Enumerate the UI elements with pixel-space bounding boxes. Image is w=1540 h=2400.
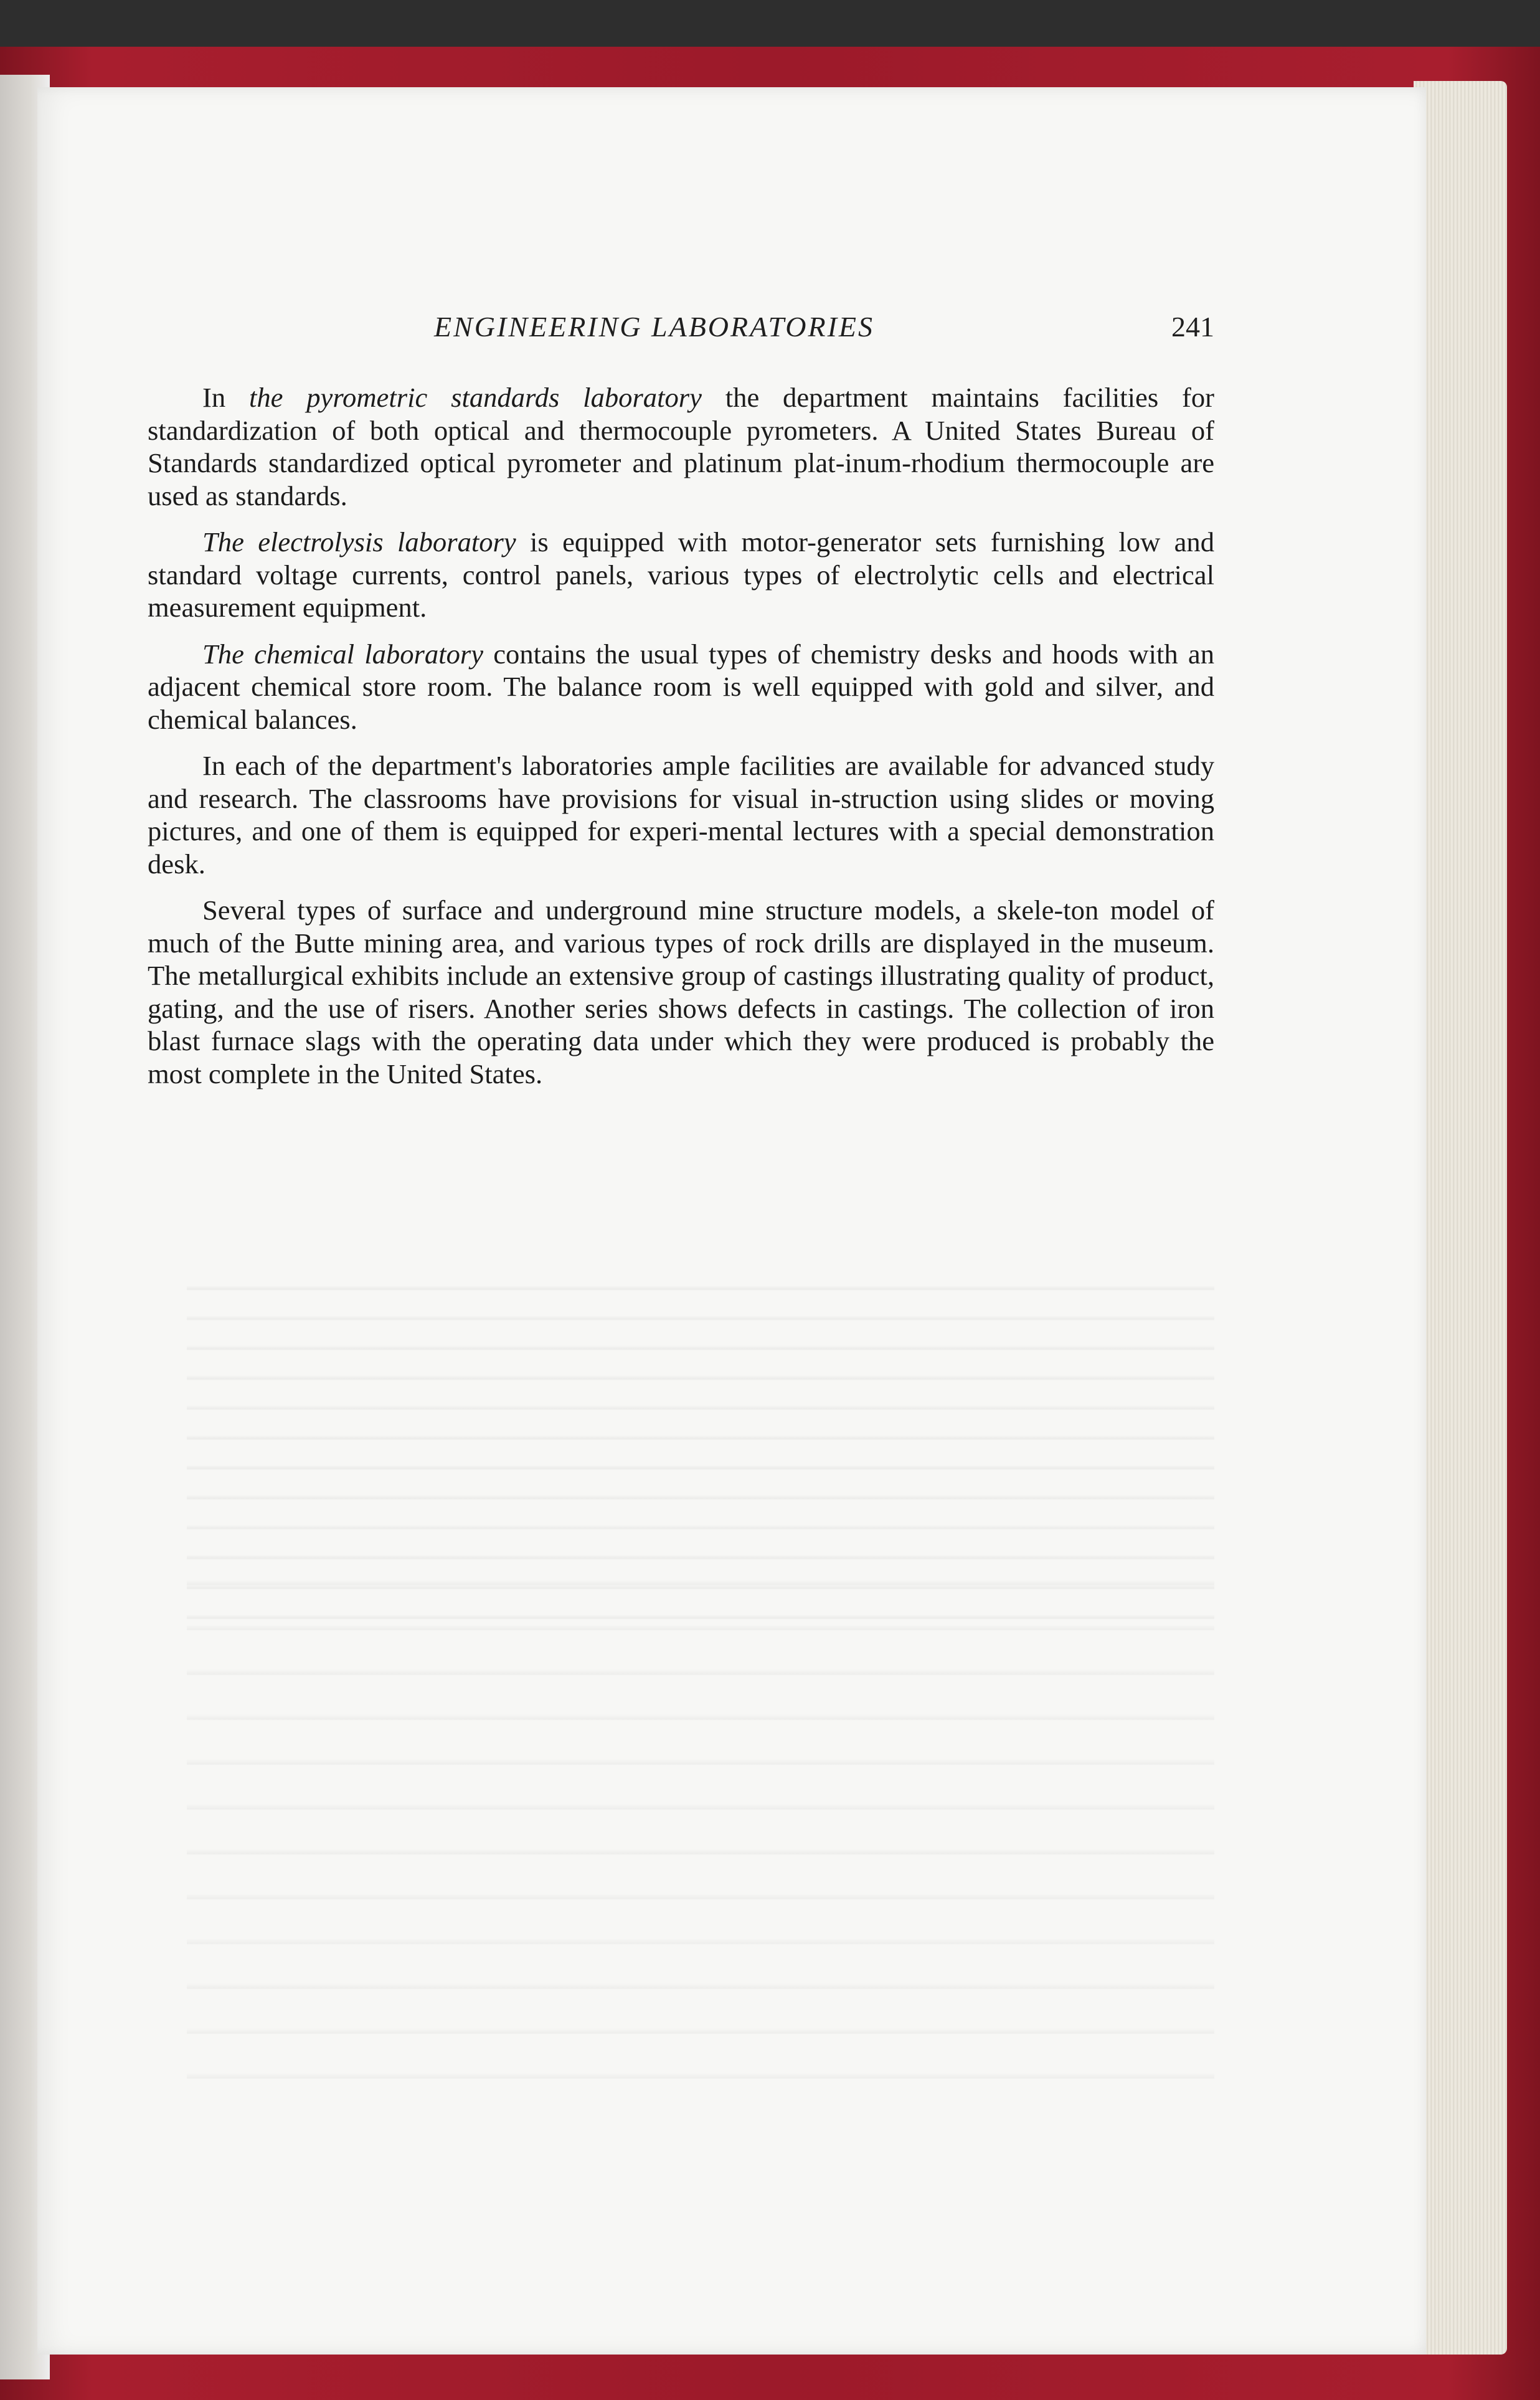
lab-name-italic: The electrolysis laboratory [202, 526, 516, 557]
running-title: ENGINEERING LABORATORIES [434, 311, 874, 343]
paragraph-facilities [148, 749, 1214, 880]
page-number: 241 [1171, 311, 1214, 343]
paragraph-lead: In [202, 382, 249, 413]
scan-backdrop [0, 0, 1540, 50]
paragraph-text: In each of the department's laboratories ample facilities are available for advanced study and research. The classrooms have provisions for visual in-struction using slides or moving pictures, and one of them is equipped for experi-mental lectures with a special demonstration desk. [148, 750, 1214, 880]
paragraph-text: Several types of surface and underground mine structure models, a skele-ton model of much of the Butte mining area, and various types of rock drills are displayed in the museum. The metallurgical exhibits include an extensive group of castings illustrating quality of product, gating, and the use of risers. Another series shows defects in castings. The collection of iron blast furnace slags with the operating data under which they were produced is probably the most complete in the United States. [148, 894, 1214, 1089]
paragraph-electrolysis [148, 526, 1214, 624]
body-text [148, 381, 1214, 1104]
page-edges [1414, 81, 1507, 2355]
paragraph-museum [148, 894, 1214, 1090]
paragraph-text: contains the usual types of chemistry desks and hoods with an adjacent chemical store room. The balance room is well equipped with gold and silver, and chemical balances. [148, 638, 1214, 735]
lab-name-italic: the pyrometric standards laboratory [248, 382, 702, 413]
lab-name-italic: The chemical laboratory [202, 638, 484, 670]
paragraph-text: the department maintains facilities for standardization of both optical and thermocouple pyrometers. A United States Bureau of Standards standardized optical pyrometer and platinum plat-inum-rhodium thermocouple are used as standards. [148, 382, 1215, 511]
running-header [148, 310, 1214, 348]
paragraph-chemical [148, 638, 1214, 736]
paragraph-text: is equipped with motor-generator sets furnishing low and standard voltage currents, control panels, various types of electrolytic cells and electrical measurement equipment. [148, 526, 1214, 623]
paragraph-pyrometric [148, 381, 1214, 512]
